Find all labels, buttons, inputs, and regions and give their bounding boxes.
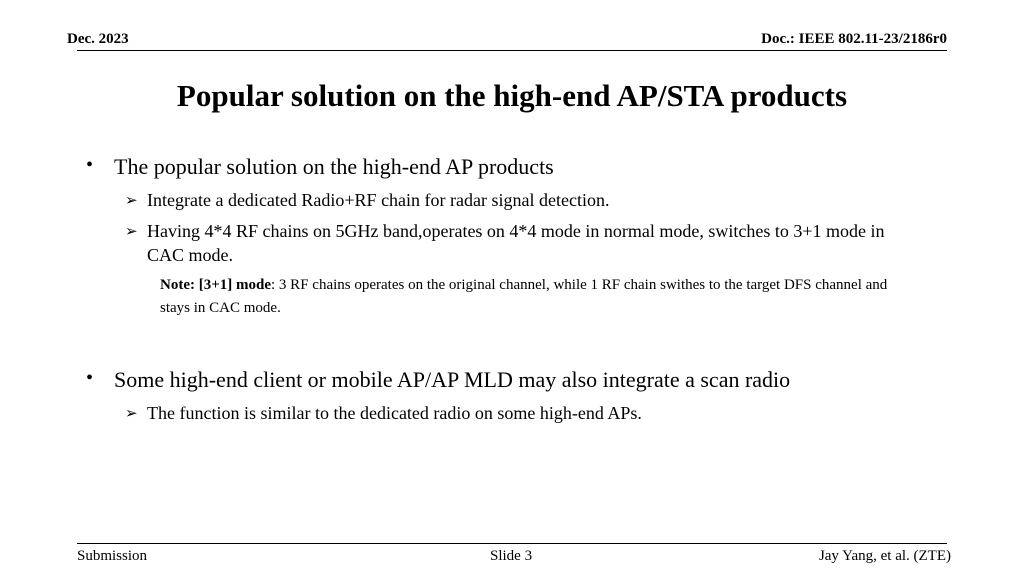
bullet-dot-icon: • xyxy=(86,367,94,389)
note-text: : 3 RF chains operates on the original channel, while 1 RF chain swithes to the target DFS channel and stays in CAC mode. xyxy=(160,277,888,316)
bullet-dot-icon: • xyxy=(86,154,94,176)
note-label: Note: [3+1] mode xyxy=(160,277,272,293)
footer-slide-number: Slide 3 xyxy=(490,548,533,564)
footer-author: Jay Yang, et al. (ZTE) xyxy=(818,548,951,564)
header-date: Dec. 2023 xyxy=(67,31,129,47)
bullet-1-sub-2-text: Having 4*4 RF chains on 5GHz band,operates on 4*4 mode in normal mode, switches to 3+1 mode in CAC mode. xyxy=(147,221,885,265)
arrow-bullet-icon: ➢ xyxy=(125,224,138,240)
bullet-2-sub-1: The function is similar to the dedicated radio on some high-end APs. xyxy=(147,403,642,423)
bullet-2-text: Some high-end client or mobile AP/AP MLD may also integrate a scan radio xyxy=(114,367,791,392)
bullet-1-sub-1: Integrate a dedicated Radio+RF chain for radar signal detection. xyxy=(147,190,610,210)
arrow-bullet-icon: ➢ xyxy=(125,406,138,422)
footer-rule xyxy=(77,543,947,544)
note-block xyxy=(160,274,920,320)
footer-submission: Submission xyxy=(77,548,148,564)
header-rule xyxy=(77,50,947,51)
bullet-1-sub-2 xyxy=(147,219,917,267)
slide-title: Popular solution on the high-end AP/STA products xyxy=(176,78,848,113)
arrow-bullet-icon: ➢ xyxy=(125,193,138,209)
bullet-1-text: The popular solution on the high-end AP products xyxy=(114,154,554,179)
header-doc-id: Doc.: IEEE 802.11-23/2186r0 xyxy=(761,31,947,47)
